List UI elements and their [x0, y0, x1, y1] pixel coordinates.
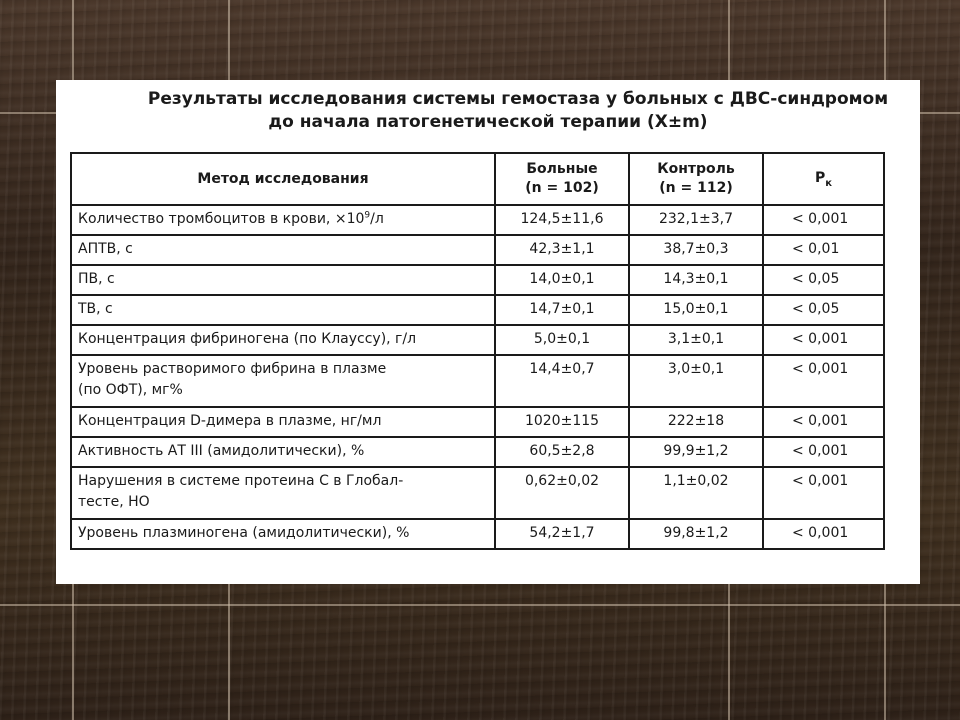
cell-control: 3,1±0,1 — [629, 325, 763, 355]
table-row — [71, 467, 884, 519]
cell-method: Концентрация D-димера в плазме, нг/мл — [71, 407, 495, 437]
cell-control: 38,7±0,3 — [629, 235, 763, 265]
table-row — [71, 407, 884, 437]
cell-p: < 0,05 — [763, 295, 884, 325]
cell-p: < 0,001 — [763, 355, 884, 407]
title-line-2: до начала патогенетической терапии (X±m) — [268, 112, 708, 132]
cell-control: 3,0±0,1 — [629, 355, 763, 407]
document-sheet — [56, 80, 920, 584]
cell-method: Нарушения в системе протеина С в Глобал- тесте, НО — [71, 467, 495, 519]
table-row — [71, 519, 884, 549]
cell-patients: 14,4±0,7 — [495, 355, 629, 407]
cell-patients: 42,3±1,1 — [495, 235, 629, 265]
table-row — [71, 355, 884, 407]
cell-control: 99,9±1,2 — [629, 437, 763, 467]
table-row — [71, 205, 884, 235]
cell-control: 232,1±3,7 — [629, 205, 763, 235]
cell-p: < 0,001 — [763, 407, 884, 437]
background-seam — [0, 604, 960, 606]
table-row — [71, 235, 884, 265]
cell-control: 222±18 — [629, 407, 763, 437]
cell-patients: 60,5±2,8 — [495, 437, 629, 467]
cell-control: 99,8±1,2 — [629, 519, 763, 549]
cell-patients: 0,62±0,02 — [495, 467, 629, 519]
cell-patients: 5,0±0,1 — [495, 325, 629, 355]
cell-method: ТВ, с — [71, 295, 495, 325]
cell-patients: 54,2±1,7 — [495, 519, 629, 549]
cell-method: Активность АТ III (амидолитически), % — [71, 437, 495, 467]
table-row — [71, 295, 884, 325]
hemostasis-table — [70, 152, 885, 550]
cell-patients: 124,5±11,6 — [495, 205, 629, 235]
title-line-1: Результаты исследования системы гемостаза у больных с ДВС-синдромом — [147, 89, 889, 109]
table-row — [71, 325, 884, 355]
cell-p: < 0,001 — [763, 519, 884, 549]
cell-control: 14,3±0,1 — [629, 265, 763, 295]
cell-control: 15,0±0,1 — [629, 295, 763, 325]
header-control: Контроль (n = 112) — [629, 153, 763, 205]
header-p-value: $P_к$ — [763, 153, 884, 205]
cell-p: < 0,001 — [763, 437, 884, 467]
cell-patients: 1020±115 — [495, 407, 629, 437]
table-header-row — [71, 153, 884, 205]
table-title — [56, 88, 920, 134]
cell-control: 1,1±0,02 — [629, 467, 763, 519]
cell-patients: 14,0±0,1 — [495, 265, 629, 295]
cell-method: АПТВ, с — [71, 235, 495, 265]
cell-method: Уровень плазминогена (амидолитически), % — [71, 519, 495, 549]
cell-p: < 0,001 — [763, 467, 884, 519]
cell-method: Количество тромбоцитов в крови, $\times 10^9/л$ — [71, 205, 495, 235]
table-row — [71, 265, 884, 295]
cell-patients: 14,7±0,1 — [495, 295, 629, 325]
header-method: Метод исследования — [71, 153, 495, 205]
cell-method: Концентрация фибриногена (по Клауссу), г/л — [71, 325, 495, 355]
header-patients: Больные (n = 102) — [495, 153, 629, 205]
cell-p: < 0,001 — [763, 325, 884, 355]
table-row — [71, 437, 884, 467]
cell-method: ПВ, с — [71, 265, 495, 295]
cell-method: Уровень растворимого фибрина в плазме (по ОФТ), мг% — [71, 355, 495, 407]
cell-p: < 0,01 — [763, 235, 884, 265]
cell-p: < 0,05 — [763, 265, 884, 295]
cell-p: < 0,001 — [763, 205, 884, 235]
